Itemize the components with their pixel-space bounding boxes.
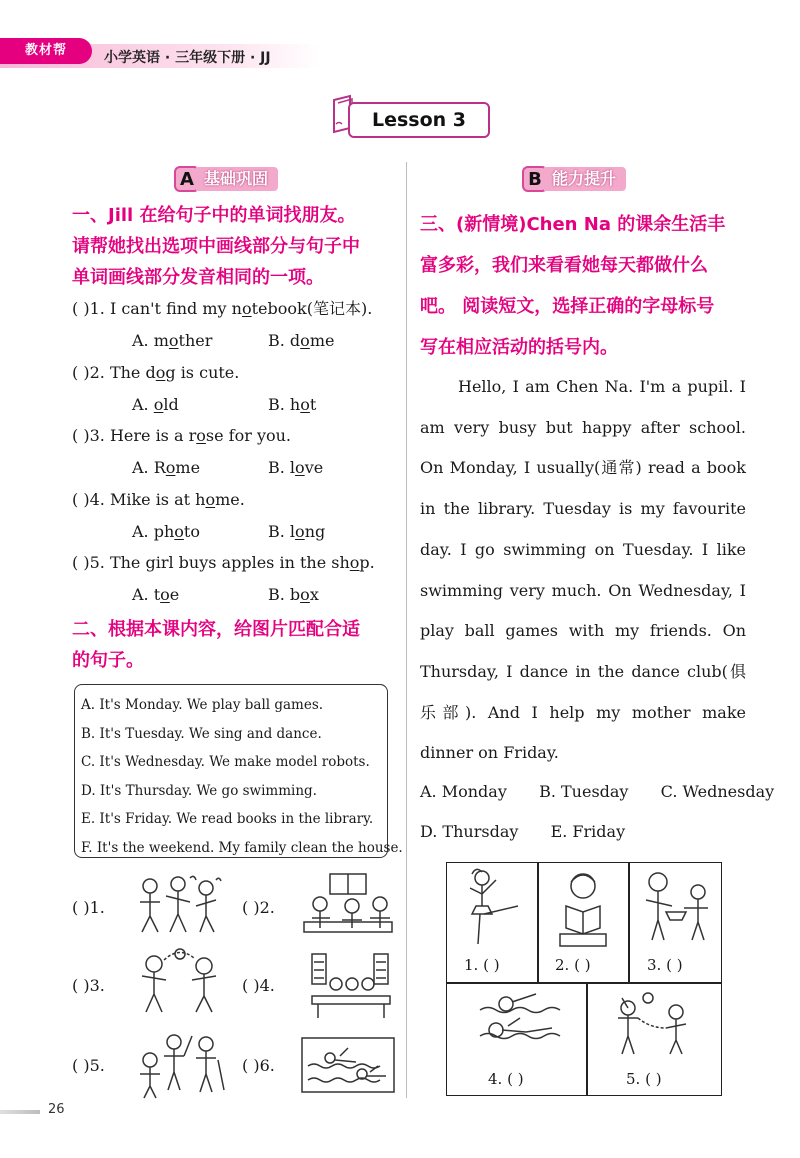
part3-title-line: 吧。 阅读短文，选择正确的字母标号 bbox=[420, 296, 715, 317]
answer-blank[interactable]: ( ) bbox=[242, 976, 260, 995]
picture-item bbox=[72, 1056, 105, 1075]
item-number: 6. bbox=[259, 1056, 275, 1075]
part1-title-line: 单词画线部分发音相同的一项。 bbox=[72, 267, 324, 288]
answer-blank[interactable]: ( ) bbox=[72, 898, 90, 917]
part3-title-line: 写在相应活动的括号内。 bbox=[420, 337, 618, 358]
part2-title bbox=[72, 614, 402, 676]
column-divider bbox=[406, 162, 407, 1098]
question-text: Here is a rose for you. bbox=[109, 426, 292, 445]
question-row bbox=[72, 553, 375, 573]
picture-item bbox=[72, 976, 105, 995]
grid-line bbox=[628, 862, 630, 984]
girl-cooking-with-mother-picture bbox=[636, 868, 718, 948]
part1-title bbox=[72, 200, 402, 293]
girl-reading-picture bbox=[548, 868, 618, 948]
day-option: A. Monday bbox=[420, 782, 507, 801]
answer-blank[interactable]: ( ) bbox=[72, 553, 90, 572]
answer-blank[interactable]: ( ) bbox=[72, 362, 90, 382]
sentence-option: B. It's Tuesday. We sing and dance. bbox=[81, 725, 322, 742]
kids-reading-library-picture bbox=[308, 950, 394, 1020]
item-number: 5. bbox=[89, 1056, 105, 1075]
option-b: B. box bbox=[268, 585, 319, 604]
answer-blank[interactable]: ( ) bbox=[72, 1056, 90, 1075]
part2-title-line: 的句子。 bbox=[72, 650, 144, 671]
part2-title-line: 二、根据本课内容，给图片匹配合适 bbox=[72, 619, 360, 640]
option-a: A. photo bbox=[132, 521, 200, 541]
section-b-letter: B bbox=[522, 166, 548, 192]
answer-blank[interactable]: ( ) bbox=[72, 299, 90, 318]
lesson-title: Lesson 3 bbox=[348, 102, 490, 138]
question-text: Mike is at home. bbox=[109, 489, 245, 509]
sentence-option: D. It's Thursday. We go swimming. bbox=[81, 782, 317, 799]
page-number-line bbox=[0, 1110, 40, 1114]
option-b: B. love bbox=[268, 458, 324, 477]
section-b-badge bbox=[522, 166, 626, 192]
section-a-label: 基础巩固 bbox=[196, 167, 278, 191]
activity-answer[interactable]: 2. ( ) bbox=[555, 956, 591, 974]
question-row bbox=[72, 426, 291, 446]
sentence-option: A. It's Monday. We play ball games. bbox=[81, 697, 324, 713]
item-number: 1. bbox=[89, 898, 105, 917]
section-b-label: 能力提升 bbox=[544, 167, 626, 191]
passage-text: Hello, I am Chen Na. I'm a pupil. I am very busy but happy after school. On Monday, I usually(通常) read a book in the library. Tuesday is my favourite day. I go swimming on Tuesday. I like swimming very much. On Wednesday, I play ball games with my friends. On Thursday, I dance in the dance club(俱乐部). And I help my mother make dinner on Friday. bbox=[420, 377, 746, 763]
activity-answer[interactable]: 4. ( ) bbox=[488, 1070, 524, 1088]
part3-title-line: 三、(新情境)Chen Na 的课余生活丰 bbox=[420, 214, 726, 235]
answer-blank[interactable]: ( ) bbox=[72, 976, 90, 995]
question-text: The dog is cute. bbox=[109, 362, 240, 382]
picture-item bbox=[242, 1056, 275, 1075]
sentence-option: C. It's Wednesday. We make model robots. bbox=[81, 754, 370, 770]
kids-singing-dancing-picture bbox=[130, 872, 226, 938]
activity-answer[interactable]: 5. ( ) bbox=[626, 1070, 662, 1088]
grid-line bbox=[537, 862, 539, 984]
picture-item bbox=[72, 898, 105, 917]
item-number: 3. bbox=[89, 976, 105, 995]
day-option: B. Tuesday bbox=[539, 782, 629, 801]
kids-playing-ball-picture bbox=[134, 946, 224, 1016]
day-option: C. Wednesday bbox=[660, 782, 775, 801]
question-number: 2. bbox=[89, 362, 105, 382]
answer-blank[interactable]: ( ) bbox=[72, 489, 90, 509]
grid-line bbox=[586, 982, 588, 1096]
answer-blank[interactable]: ( ) bbox=[242, 1056, 260, 1075]
part3-title-line: 富多彩，我们来看看她每天都做什么 bbox=[420, 255, 708, 276]
option-b: B. long bbox=[268, 521, 326, 541]
day-option: D. Thursday bbox=[420, 822, 519, 841]
question-row bbox=[72, 299, 372, 319]
kids-swimming-picture bbox=[300, 1036, 396, 1096]
answer-blank[interactable]: ( ) bbox=[72, 426, 90, 445]
day-options-row bbox=[420, 782, 774, 801]
option-b: B. dome bbox=[268, 331, 335, 350]
kids-playing-ball-picture bbox=[610, 988, 696, 1058]
picture-item bbox=[242, 898, 275, 917]
option-a: A. Rome bbox=[132, 458, 201, 477]
option-a: A. toe bbox=[132, 585, 180, 604]
question-row bbox=[72, 363, 239, 383]
section-a-badge bbox=[174, 166, 278, 192]
activity-answer[interactable]: 3. ( ) bbox=[647, 956, 683, 974]
answer-blank[interactable]: ( ) bbox=[242, 898, 260, 917]
page-number: 26 bbox=[48, 1102, 65, 1117]
sentence-option: F. It's the weekend. My family clean the house. bbox=[81, 839, 403, 856]
header-tag: 教材帮 bbox=[0, 38, 92, 64]
question-number: 3. bbox=[89, 426, 105, 445]
header-title: 小学英语 · 三年级下册 · JJ bbox=[104, 50, 271, 66]
sentence-option: E. It's Friday. We read books in the library. bbox=[81, 811, 374, 827]
part1-title-line: 请帮她找出选项中画线部分与句子中 bbox=[72, 236, 360, 257]
question-number: 5. bbox=[89, 553, 105, 572]
option-a: A. old bbox=[132, 394, 179, 414]
question-number: 1. bbox=[89, 299, 105, 318]
activity-answer[interactable]: 1. ( ) bbox=[464, 956, 500, 974]
girl-dancing-picture bbox=[456, 866, 528, 948]
question-text: I can't find my notebook(笔记本). bbox=[109, 299, 373, 318]
part1-title-line: 一、Jill 在给句子中的单词找朋友。 bbox=[72, 205, 356, 226]
section-a-letter: A bbox=[174, 166, 200, 192]
question-number: 4. bbox=[89, 489, 105, 509]
item-number: 2. bbox=[259, 898, 275, 917]
item-number: 4. bbox=[259, 976, 275, 995]
part3-title bbox=[420, 204, 750, 368]
reading-passage bbox=[420, 367, 746, 774]
option-b: B. hot bbox=[268, 394, 317, 414]
day-options-row bbox=[420, 822, 625, 841]
kids-making-robots-picture bbox=[300, 870, 396, 936]
day-option: E. Friday bbox=[550, 822, 626, 841]
question-row bbox=[72, 490, 245, 510]
sentence-options-box bbox=[74, 684, 403, 858]
question-text: The girl buys apples in the shop. bbox=[109, 553, 375, 572]
option-a: A. mother bbox=[132, 331, 213, 350]
girl-swimming-picture bbox=[476, 988, 566, 1052]
picture-item bbox=[242, 976, 275, 995]
family-cleaning-house-picture bbox=[134, 1030, 226, 1100]
